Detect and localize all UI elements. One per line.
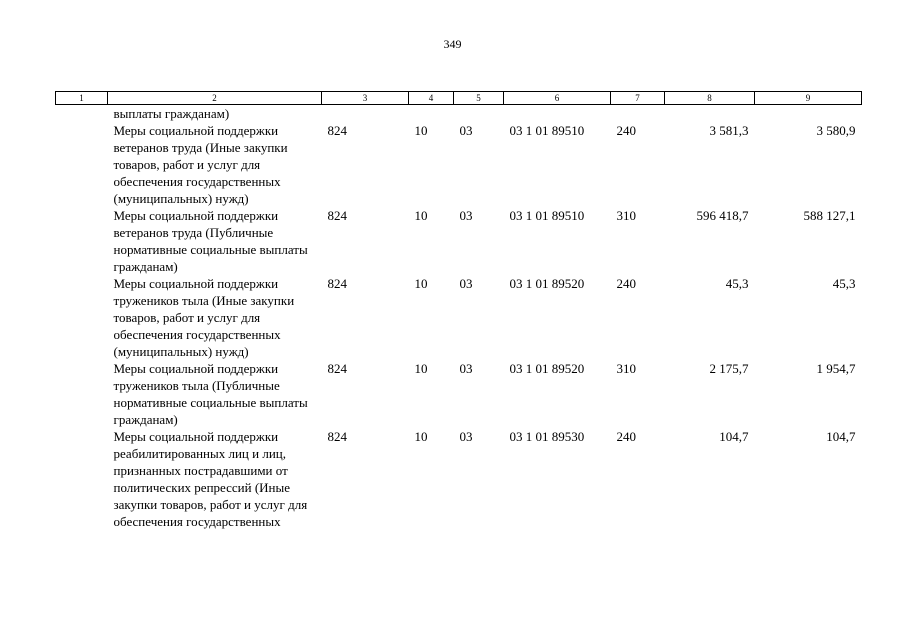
row-col-7: 310 [616, 208, 636, 223]
row-col-7: 310 [616, 361, 636, 376]
budget-table [55, 91, 862, 530]
row-col-9: 1 954,7 [816, 361, 856, 376]
row-col-6: 03 1 01 89520 [509, 276, 585, 291]
row-col-3: 824 [327, 123, 347, 138]
row-col-4: 10 [414, 123, 428, 138]
row-col-7: 240 [616, 276, 636, 291]
header-col-8: 8 [665, 92, 755, 105]
row-col-8: 104,7 [719, 429, 749, 444]
row-col-4: 10 [414, 276, 428, 291]
table-row [56, 275, 862, 360]
header-col-3: 3 [322, 92, 409, 105]
row-col-6: 03 1 01 89530 [509, 429, 585, 444]
row-col-7: 240 [616, 429, 636, 444]
header-col-9: 9 [755, 92, 862, 105]
row-col-6: 03 1 01 89510 [509, 123, 585, 138]
row-col-8: 596 418,7 [696, 208, 749, 223]
row-col-8: 3 581,3 [709, 123, 749, 138]
row-name: Меры социальной поддержки тружеников тыла (Иные закупки товаров, работ и услуг для обеспечения государственных (муниципальных) нужд) [113, 276, 295, 359]
header-col-2: 2 [108, 92, 322, 105]
header-col-5: 5 [454, 92, 504, 105]
header-col-1: 1 [56, 92, 108, 105]
header-col-6: 6 [504, 92, 611, 105]
row-name: Меры социальной поддержки реабилитированных лиц и лиц, признанных пострадавшими от политических репрессий (Иные закупки товаров, работ и услуг для обеспечения государственных [113, 429, 308, 529]
row-col-4: 10 [414, 429, 428, 444]
row-col-6: 03 1 01 89520 [509, 361, 585, 376]
row-col-6: 03 1 01 89510 [509, 208, 585, 223]
row-col-5: 03 [459, 429, 473, 444]
row-name: Меры социальной поддержки ветеранов труда (Иные закупки товаров, работ и услуг для обеспечения государственных (муниципальных) нужд) [113, 123, 288, 206]
row-col-5: 03 [459, 276, 473, 291]
row-col-5: 03 [459, 123, 473, 138]
row-col-4: 10 [414, 208, 428, 223]
page-number: 349 [443, 37, 462, 51]
row-col-3: 824 [327, 429, 347, 444]
row-name: Меры социальной поддержки тружеников тыла (Публичные нормативные социальные выплаты гражданам) [113, 361, 308, 427]
header-col-7: 7 [611, 92, 665, 105]
row-col-3: 824 [327, 276, 347, 291]
table-row [56, 360, 862, 428]
row-col-3: 824 [327, 361, 347, 376]
row-col-9: 3 580,9 [816, 123, 856, 138]
row-col-8: 2 175,7 [709, 361, 749, 376]
row-col-9: 588 127,1 [803, 208, 856, 223]
row-col-9: 45,3 [832, 276, 856, 291]
table-row [56, 428, 862, 530]
row-col-5: 03 [459, 208, 473, 223]
row-name: Меры социальной поддержки ветеранов труда (Публичные нормативные социальные выплаты гражданам) [113, 208, 308, 274]
continuation-text: выплаты гражданам) [113, 106, 230, 121]
row-col-4: 10 [414, 361, 428, 376]
table-row [56, 122, 862, 207]
row-col-3: 824 [327, 208, 347, 223]
header-col-4: 4 [409, 92, 454, 105]
row-col-5: 03 [459, 361, 473, 376]
row-col-8: 45,3 [725, 276, 749, 291]
table-row [56, 207, 862, 275]
row-col-7: 240 [616, 123, 636, 138]
table-header-row [56, 92, 862, 105]
continuation-row [56, 105, 862, 123]
row-col-9: 104,7 [826, 429, 856, 444]
